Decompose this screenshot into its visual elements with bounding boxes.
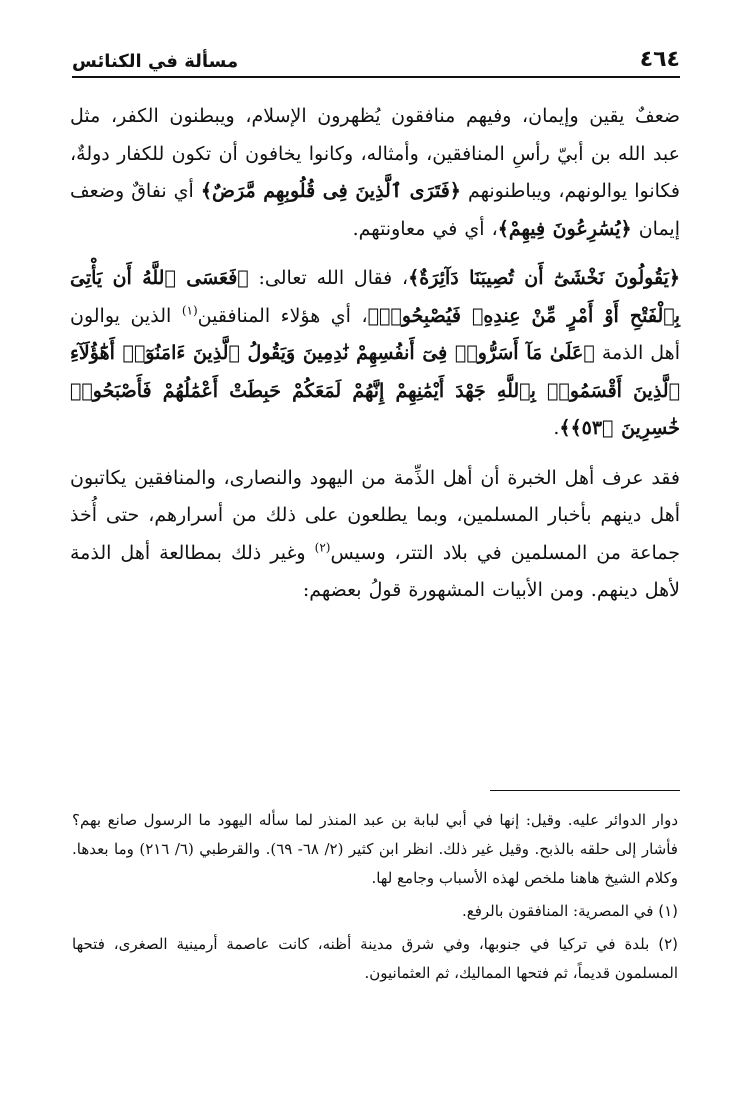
footnote-ref-1[interactable]: (١) [181,303,198,318]
footnote-1-number: (١) [658,902,678,920]
page-header [72,44,680,78]
footnote-2-number: (٢) [658,935,678,953]
paragraph-3 [70,460,680,610]
quran-verse: ﴿يُسَٰرِعُونَ فِيهِمْ﴾ [497,217,632,240]
footnote-1 [72,897,678,926]
quran-verse: ﴿عَلَىٰ مَآ أَسَرُّوا۟ فِىٓ أَنفُسِهِمْ نَٰدِمِينَ وَيَقُولُ ٱلَّذِينَ ءَامَنُوٓا۟ أَهَٰٓؤُلَآءِ ٱلَّذِينَ أَقْسَمُوا۟ بِٱللَّهِ جَهْدَ أَيْمَٰنِهِمْ إِنَّهُمْ لَمَعَكُمْ حَبِطَتْ أَعْمَٰلُهُمْ فَأَصْبَحُوا۟ خَٰسِرِينَ ﴿٥٣﴾﴾ [70,342,680,439]
paragraph-3-text: وغير ذلك بمطالعة أهل الذمة لأهل دينهم. ومن الأبيات المشهورة قولُ بعضهم: [70,541,680,601]
paragraph-1-text: ، أي في معاونتهم. [352,217,498,240]
page-number: ٤٦٤ [639,47,680,72]
footnotes [72,806,678,992]
paragraph-1-text: ضعفٌ يقين وإيمان، وفيهم منافقون يُظهرون الإسلام، ويبطنون الكفر، مثل عبد الله بن أبيّ رأسِ المنافقين، وأمثاله، وكانوا يخافون أن تكون للكفار دولةٌ، فكانوا يوالونهم، ويباطنونهم [70,105,680,202]
paragraph-2-text: ، فقال الله تعالى: [258,267,409,289]
footnote-divider [490,790,680,791]
main-text [70,98,680,622]
footnote-1-text: في المصرية: المنافقون بالرفع. [461,902,654,920]
footnote-continuation: دوار الدوائر عليه. وقيل: إنها في أبي لبابة بن عبد المنذر لما سأله اليهود ما الرسول صانع بهم؟ فأشار إلى حلقه بالذبح. وقيل غير ذلك. انظر ابن كثير (٢/ ٦٨- ٦٩). والقرطبي (٦/ ٢١٦) وما بعدها. وكلام الشيخ هاهنا ملخص لهذه الأسباب وجامع لها. [72,811,678,887]
paragraph-3-text: فقد عرف أهل الخبرة أن أهل الذِّمة من اليهود والنصارى، والمنافقين يكاتبون أهل دينهم بأخبار المسلمين، وبما يطلعون على ذلك من أسرارهم، حتى أُخذ جماعة من المسلمين في بلاد التتر، وسيس [70,466,680,564]
paragraph-2-text: ، أي هؤلاء المنافقين [197,304,368,327]
paragraph-2-text: الذين يوالون أهل الذمة [70,304,680,364]
quran-verse: ﴿فَعَسَى ٱللَّهُ أَن يَأْتِىَ بِٱلْفَتْحِ أَوْ أَمْرٍ مِّنْ عِندِهِۦ فَيُصْبِحُوا۟﴾ [70,267,680,327]
footnote-2-text: بلدة في تركيا في جنوبها، وفي شرق مدينة أظنه، كانت عاصمة أرمينية الصغرى، فتحها المسلمون قديماً، ثم فتحها المماليك، ثم العثمانيون. [72,935,678,982]
paragraph-1 [70,98,680,248]
footnote-2 [72,930,678,988]
quran-verse: ﴿يَقُولُونَ نَخْشَىٰٓ أَن تُصِيبَنَا دَآئِرَةٌ﴾ [408,267,681,289]
quran-verse: ﴿فَتَرَى ٱلَّذِينَ فِى قُلُوبِهِم مَّرَضٌ﴾ [200,180,461,202]
footnote-ref-2[interactable]: (٢) [314,540,331,555]
paragraph-1-text: أي نفاقٌ وضعف إيمان [70,180,680,240]
paragraph-2-text: . [553,417,560,439]
paragraph-2 [70,260,680,448]
running-title: مسألة في الكنائس [72,51,239,72]
